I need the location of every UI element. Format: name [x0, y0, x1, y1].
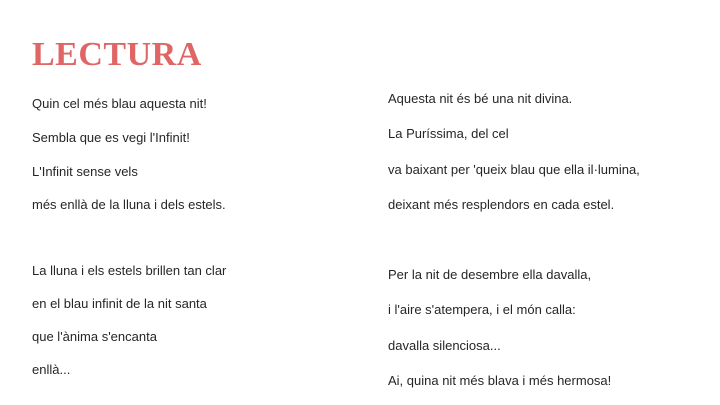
poem-line: deixant més resplendors en cada estel. [388, 197, 615, 212]
poem-line: més enllà de la lluna i dels estels. [32, 197, 226, 212]
poem-line: Aquesta nit és bé una nit divina. [388, 91, 573, 106]
poem-line: davalla silenciosa... [388, 338, 501, 353]
poem-line: enllà... [32, 362, 71, 377]
poem-line: La Puríssima, del cel [388, 126, 509, 141]
poem-line: que l'ànima s'encanta [32, 329, 157, 344]
poem-line: Ai, quina nit més blava i més hermosa! [388, 373, 612, 388]
poem-line: en el blau infinit de la nit santa [32, 296, 207, 311]
poem-line: Per la nit de desembre ella davalla, [388, 267, 592, 282]
poem-line: La lluna i els estels brillen tan clar [32, 263, 227, 278]
poem-line: i l'aire s'atempera, i el món calla: [388, 302, 576, 317]
slide-title: LECTURA [32, 36, 202, 73]
poem-line: Quin cel més blau aquesta nit! [32, 96, 207, 111]
poem-line: Sembla que es vegi l'Infinit! [32, 130, 190, 145]
poem-line: va baixant per 'queix blau que ella il·lumina, [388, 162, 640, 177]
poem-line: L'Infinit sense vels [32, 164, 138, 179]
